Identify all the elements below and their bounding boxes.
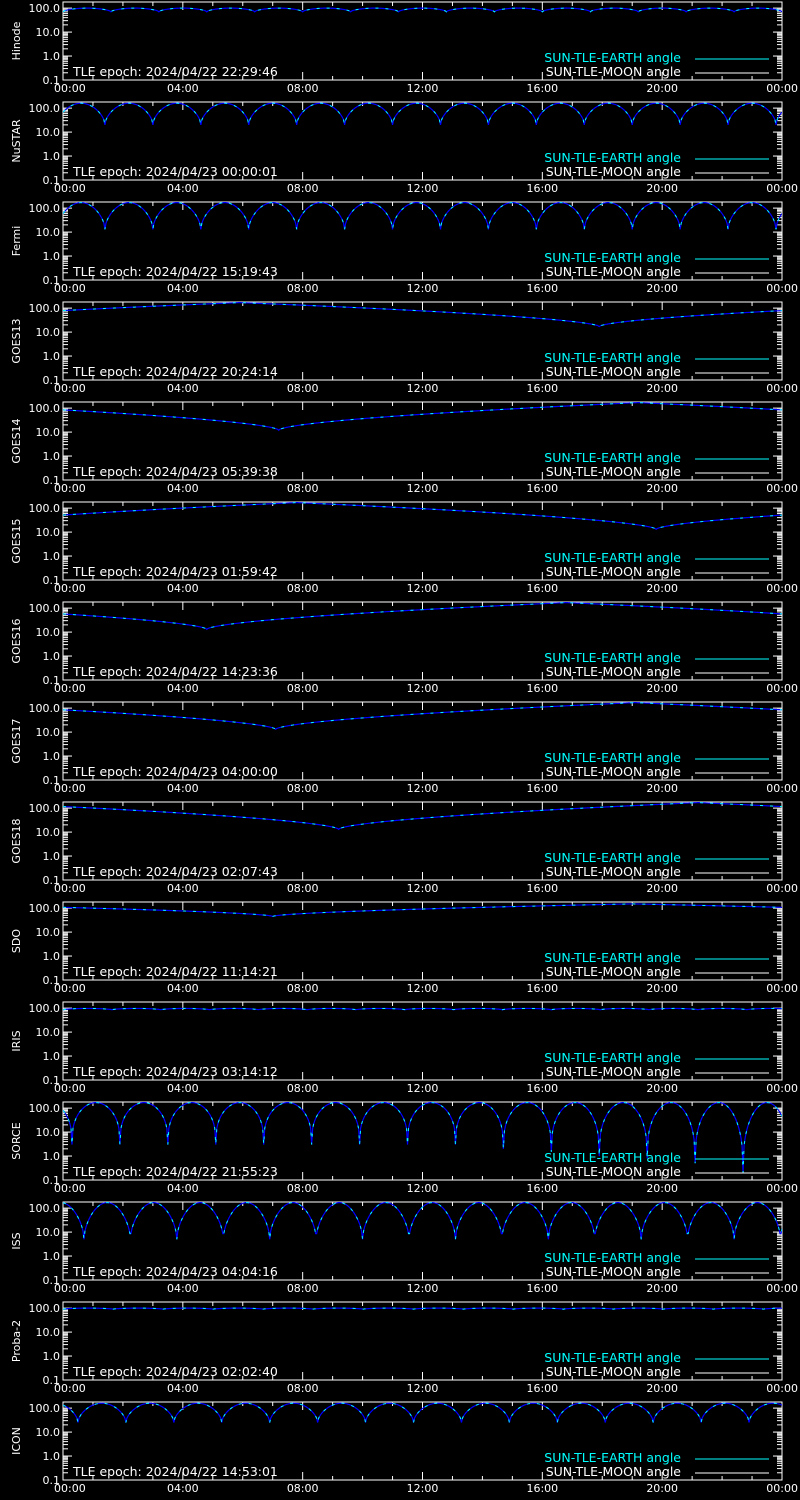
x-tick-label: 08:00 (286, 782, 319, 795)
y-tick-label: 1.0 (42, 750, 60, 764)
legend-moon-label: SUN-TLE-MOON angle (545, 364, 681, 379)
x-tick-label: 00:00 (54, 682, 86, 695)
y-tick-label: 10.0 (35, 126, 60, 140)
x-tick-label: 12:00 (406, 282, 439, 295)
legend-earth-label: SUN-TLE-EARTH angle (544, 1250, 681, 1265)
y-tick-label: 10.0 (35, 426, 60, 440)
x-tick-label: 04:00 (166, 282, 199, 295)
legend-earth-label: SUN-TLE-EARTH angle (544, 850, 681, 865)
panel-fermi (10, 202, 798, 295)
x-tick-label: 16:00 (526, 782, 559, 795)
legend-earth-label: SUN-TLE-EARTH angle (544, 1450, 681, 1465)
y-tick-label: 0.1 (42, 774, 60, 787)
y-tick-label: 100.0 (28, 2, 60, 16)
x-tick-label: 00:00 (766, 682, 798, 695)
y-tick-label: 100.0 (28, 702, 60, 716)
x-tick-label: 04:00 (166, 82, 199, 95)
x-tick-label: 04:00 (166, 982, 199, 995)
x-tick-label: 12:00 (406, 82, 439, 95)
legend-moon-label: SUN-TLE-MOON angle (545, 264, 681, 279)
legend-moon-label: SUN-TLE-MOON angle (545, 464, 681, 479)
x-tick-label: 04:00 (166, 182, 199, 195)
y-tick-label: 100.0 (28, 1002, 60, 1016)
legend-earth-label: SUN-TLE-EARTH angle (544, 350, 681, 365)
y-tick-label: 100.0 (28, 202, 60, 216)
x-tick-label: 00:00 (54, 82, 86, 95)
legend-moon-label: SUN-TLE-MOON angle (545, 1064, 681, 1079)
x-tick-label: 00:00 (54, 582, 86, 595)
y-tick-label: 1.0 (42, 550, 60, 564)
y-tick-label: 10.0 (35, 926, 60, 940)
legend-moon-label: SUN-TLE-MOON angle (545, 1264, 681, 1279)
y-tick-label: 10.0 (35, 1426, 60, 1440)
x-tick-label: 12:00 (406, 182, 439, 195)
x-tick-label: 20:00 (646, 1082, 679, 1095)
x-tick-label: 04:00 (166, 782, 199, 795)
x-tick-label: 04:00 (166, 1382, 199, 1395)
y-tick-label: 100.0 (28, 902, 60, 916)
satellite-label: SORCE (10, 1122, 23, 1160)
x-tick-label: 16:00 (526, 82, 559, 95)
x-tick-label: 00:00 (766, 982, 798, 995)
y-tick-label: 0.1 (42, 1174, 60, 1187)
y-tick-label: 10.0 (35, 826, 60, 840)
satellite-label: GOES17 (10, 718, 23, 764)
y-tick-label: 1.0 (42, 450, 60, 464)
y-tick-label: 0.1 (42, 74, 60, 87)
legend-moon-label: SUN-TLE-MOON angle (545, 664, 681, 679)
legend-earth-label: SUN-TLE-EARTH angle (544, 950, 681, 965)
x-tick-label: 16:00 (526, 1182, 559, 1195)
x-tick-label: 20:00 (646, 382, 679, 395)
x-tick-label: 12:00 (406, 1182, 439, 1195)
panel-goes17 (10, 702, 798, 795)
panel-hinode (10, 2, 798, 95)
x-tick-label: 20:00 (646, 682, 679, 695)
y-tick-label: 1.0 (42, 1450, 60, 1464)
legend-moon-label: SUN-TLE-MOON angle (545, 1164, 681, 1179)
x-tick-label: 00:00 (54, 982, 86, 995)
x-tick-label: 00:00 (766, 1382, 798, 1395)
legend-earth-label: SUN-TLE-EARTH angle (544, 750, 681, 765)
y-tick-label: 10.0 (35, 326, 60, 340)
satellite-label: GOES18 (10, 818, 23, 864)
tle-epoch-text: TLE epoch: 2024/04/23 01:59:42 (73, 564, 278, 579)
x-tick-label: 00:00 (766, 382, 798, 395)
tle-epoch-text: TLE epoch: 2024/04/23 00:00:01 (73, 164, 278, 179)
x-tick-label: 20:00 (646, 882, 679, 895)
legend-moon-label: SUN-TLE-MOON angle (545, 64, 681, 79)
x-tick-label: 00:00 (766, 282, 798, 295)
legend-earth-label: SUN-TLE-EARTH angle (544, 650, 681, 665)
tle-epoch-text: TLE epoch: 2024/04/22 20:24:14 (73, 364, 278, 379)
x-tick-label: 04:00 (166, 482, 199, 495)
y-tick-label: 100.0 (28, 802, 60, 816)
y-tick-label: 1.0 (42, 150, 60, 164)
x-tick-label: 00:00 (766, 1182, 798, 1195)
x-tick-label: 00:00 (766, 782, 798, 795)
y-tick-label: 100.0 (28, 1402, 60, 1416)
x-tick-label: 20:00 (646, 982, 679, 995)
x-tick-label: 00:00 (54, 882, 86, 895)
tle-epoch-text: TLE epoch: 2024/04/22 21:55:23 (73, 1164, 278, 1179)
y-tick-label: 1.0 (42, 250, 60, 264)
tle-epoch-text: TLE epoch: 2024/04/23 05:39:38 (73, 464, 278, 479)
y-tick-label: 10.0 (35, 26, 60, 40)
x-tick-label: 04:00 (166, 682, 199, 695)
satellite-label: Hinode (10, 21, 23, 61)
y-tick-label: 0.1 (42, 1074, 60, 1087)
x-tick-label: 08:00 (286, 1382, 319, 1395)
y-tick-label: 10.0 (35, 726, 60, 740)
y-tick-label: 1.0 (42, 1350, 60, 1364)
satellite-label: ISS (10, 1232, 23, 1250)
legend-moon-label: SUN-TLE-MOON angle (545, 164, 681, 179)
x-tick-label: 20:00 (646, 1382, 679, 1395)
x-tick-label: 20:00 (646, 482, 679, 495)
x-tick-label: 08:00 (286, 882, 319, 895)
x-tick-label: 16:00 (526, 482, 559, 495)
y-tick-label: 100.0 (28, 1202, 60, 1216)
x-tick-label: 20:00 (646, 182, 679, 195)
y-tick-label: 10.0 (35, 1226, 60, 1240)
x-tick-label: 08:00 (286, 182, 319, 195)
y-tick-label: 0.1 (42, 1274, 60, 1287)
x-tick-label: 20:00 (646, 1482, 679, 1495)
y-tick-label: 10.0 (35, 226, 60, 240)
x-tick-label: 00:00 (54, 282, 86, 295)
x-tick-label: 16:00 (526, 282, 559, 295)
legend-moon-label: SUN-TLE-MOON angle (545, 1464, 681, 1479)
y-tick-label: 1.0 (42, 650, 60, 664)
panel-sorce (10, 1102, 798, 1195)
satellite-label: GOES13 (10, 318, 23, 364)
x-tick-label: 00:00 (54, 1182, 86, 1195)
y-tick-label: 0.1 (42, 374, 60, 387)
x-tick-label: 04:00 (166, 1282, 199, 1295)
y-tick-label: 10.0 (35, 1026, 60, 1040)
x-tick-label: 08:00 (286, 82, 319, 95)
x-tick-label: 00:00 (766, 582, 798, 595)
x-tick-label: 08:00 (286, 1082, 319, 1095)
y-tick-label: 100.0 (28, 1102, 60, 1116)
legend-moon-label: SUN-TLE-MOON angle (545, 1364, 681, 1379)
x-tick-label: 00:00 (766, 182, 798, 195)
x-tick-label: 20:00 (646, 582, 679, 595)
x-tick-label: 04:00 (166, 1482, 199, 1495)
y-tick-label: 100.0 (28, 302, 60, 316)
y-tick-label: 100.0 (28, 502, 60, 516)
legend-earth-label: SUN-TLE-EARTH angle (544, 1050, 681, 1065)
x-tick-label: 12:00 (406, 582, 439, 595)
satellite-label: NuSTAR (10, 119, 23, 163)
x-tick-label: 08:00 (286, 1282, 319, 1295)
x-tick-label: 00:00 (54, 482, 86, 495)
tle-epoch-text: TLE epoch: 2024/04/22 11:14:21 (73, 964, 278, 979)
satellite-label: GOES14 (10, 418, 23, 464)
y-tick-label: 100.0 (28, 402, 60, 416)
x-tick-label: 00:00 (766, 882, 798, 895)
legend-earth-label: SUN-TLE-EARTH angle (544, 1350, 681, 1365)
x-tick-label: 12:00 (406, 682, 439, 695)
x-tick-label: 20:00 (646, 1182, 679, 1195)
y-tick-label: 100.0 (28, 602, 60, 616)
x-tick-label: 08:00 (286, 382, 319, 395)
x-tick-label: 16:00 (526, 1082, 559, 1095)
x-tick-label: 16:00 (526, 382, 559, 395)
x-tick-label: 00:00 (54, 1282, 86, 1295)
x-tick-label: 00:00 (766, 82, 798, 95)
x-tick-label: 04:00 (166, 882, 199, 895)
panel-goes15 (10, 502, 798, 595)
satellite-label: ICON (10, 1427, 23, 1455)
x-tick-label: 16:00 (526, 682, 559, 695)
legend-earth-label: SUN-TLE-EARTH angle (544, 250, 681, 265)
tle-epoch-text: TLE epoch: 2024/04/23 03:14:12 (73, 1064, 278, 1079)
y-tick-label: 1.0 (42, 850, 60, 864)
x-tick-label: 00:00 (54, 382, 86, 395)
x-tick-label: 12:00 (406, 1082, 439, 1095)
y-tick-label: 0.1 (42, 574, 60, 587)
y-tick-label: 1.0 (42, 1150, 60, 1164)
panel-icon (10, 1402, 798, 1495)
y-tick-label: 10.0 (35, 1126, 60, 1140)
y-tick-label: 0.1 (42, 274, 60, 287)
x-tick-label: 00:00 (766, 482, 798, 495)
y-tick-label: 0.1 (42, 974, 60, 987)
panel-goes13 (10, 302, 798, 395)
x-tick-label: 16:00 (526, 982, 559, 995)
y-tick-label: 100.0 (28, 102, 60, 116)
x-tick-label: 00:00 (766, 1282, 798, 1295)
tle-epoch-text: TLE epoch: 2024/04/22 15:19:43 (73, 264, 278, 279)
x-tick-label: 20:00 (646, 782, 679, 795)
legend-earth-label: SUN-TLE-EARTH angle (544, 550, 681, 565)
panel-goes16 (10, 602, 798, 695)
x-tick-label: 04:00 (166, 382, 199, 395)
x-tick-label: 20:00 (646, 1282, 679, 1295)
satellite-label: GOES15 (10, 518, 23, 564)
panel-sdo (10, 902, 798, 995)
satellite-label: Fermi (10, 225, 23, 257)
x-tick-label: 00:00 (54, 182, 86, 195)
legend-earth-label: SUN-TLE-EARTH angle (544, 150, 681, 165)
x-tick-label: 04:00 (166, 1182, 199, 1195)
x-tick-label: 12:00 (406, 482, 439, 495)
y-tick-label: 0.1 (42, 874, 60, 887)
tle-epoch-text: TLE epoch: 2024/04/23 02:07:43 (73, 864, 278, 879)
y-tick-label: 1.0 (42, 350, 60, 364)
legend-moon-label: SUN-TLE-MOON angle (545, 964, 681, 979)
panel-goes18 (10, 802, 798, 895)
y-tick-label: 1.0 (42, 950, 60, 964)
x-tick-label: 16:00 (526, 582, 559, 595)
y-tick-label: 100.0 (28, 1302, 60, 1316)
y-tick-label: 1.0 (42, 1250, 60, 1264)
x-tick-label: 16:00 (526, 882, 559, 895)
y-tick-label: 0.1 (42, 674, 60, 687)
legend-earth-label: SUN-TLE-EARTH angle (544, 50, 681, 65)
x-tick-label: 00:00 (54, 782, 86, 795)
panel-goes14 (10, 402, 798, 495)
x-tick-label: 16:00 (526, 1482, 559, 1495)
y-tick-label: 0.1 (42, 1474, 60, 1487)
x-tick-label: 00:00 (54, 1382, 86, 1395)
x-tick-label: 12:00 (406, 1282, 439, 1295)
y-tick-label: 1.0 (42, 1050, 60, 1064)
x-tick-label: 08:00 (286, 982, 319, 995)
x-tick-label: 08:00 (286, 1182, 319, 1195)
legend-earth-label: SUN-TLE-EARTH angle (544, 450, 681, 465)
y-tick-label: 10.0 (35, 1326, 60, 1340)
x-tick-label: 08:00 (286, 1482, 319, 1495)
x-tick-label: 20:00 (646, 282, 679, 295)
x-tick-label: 00:00 (766, 1482, 798, 1495)
panel-nustar (10, 102, 798, 195)
satellite-label: Proba-2 (10, 1319, 23, 1363)
tle-epoch-text: TLE epoch: 2024/04/23 02:02:40 (73, 1364, 278, 1379)
y-tick-label: 0.1 (42, 174, 60, 187)
y-tick-label: 0.1 (42, 474, 60, 487)
x-tick-label: 12:00 (406, 1382, 439, 1395)
y-tick-label: 1.0 (42, 50, 60, 64)
x-tick-label: 00:00 (766, 1082, 798, 1095)
legend-moon-label: SUN-TLE-MOON angle (545, 864, 681, 879)
x-tick-label: 08:00 (286, 282, 319, 295)
x-tick-label: 08:00 (286, 582, 319, 595)
x-tick-label: 16:00 (526, 1382, 559, 1395)
x-tick-label: 00:00 (54, 1082, 86, 1095)
legend-earth-label: SUN-TLE-EARTH angle (544, 1150, 681, 1165)
tle-epoch-text: TLE epoch: 2024/04/23 04:04:16 (73, 1264, 278, 1279)
tle-epoch-text: TLE epoch: 2024/04/23 04:00:00 (73, 764, 278, 779)
x-tick-label: 00:00 (54, 1482, 86, 1495)
x-tick-label: 12:00 (406, 382, 439, 395)
x-tick-label: 12:00 (406, 782, 439, 795)
x-tick-label: 16:00 (526, 1282, 559, 1295)
satellite-label: SDO (10, 928, 23, 954)
x-tick-label: 08:00 (286, 682, 319, 695)
satellite-label: IRIS (10, 1030, 23, 1052)
y-tick-label: 0.1 (42, 1374, 60, 1387)
x-tick-label: 20:00 (646, 82, 679, 95)
x-tick-label: 04:00 (166, 1082, 199, 1095)
panel-iss (10, 1202, 798, 1295)
x-tick-label: 12:00 (406, 1482, 439, 1495)
legend-moon-label: SUN-TLE-MOON angle (545, 564, 681, 579)
panel-proba-2 (10, 1302, 798, 1395)
x-tick-label: 12:00 (406, 882, 439, 895)
tle-epoch-text: TLE epoch: 2024/04/22 14:53:01 (73, 1464, 278, 1479)
tle-epoch-text: TLE epoch: 2024/04/22 14:23:36 (73, 664, 278, 679)
satellite-label: GOES16 (10, 618, 23, 664)
y-tick-label: 10.0 (35, 626, 60, 640)
x-tick-label: 16:00 (526, 182, 559, 195)
tle-epoch-text: TLE epoch: 2024/04/22 22:29:46 (73, 64, 278, 79)
x-tick-label: 04:00 (166, 582, 199, 595)
legend-moon-label: SUN-TLE-MOON angle (545, 764, 681, 779)
panel-iris (10, 1002, 798, 1095)
y-tick-label: 10.0 (35, 526, 60, 540)
x-tick-label: 08:00 (286, 482, 319, 495)
x-tick-label: 12:00 (406, 982, 439, 995)
